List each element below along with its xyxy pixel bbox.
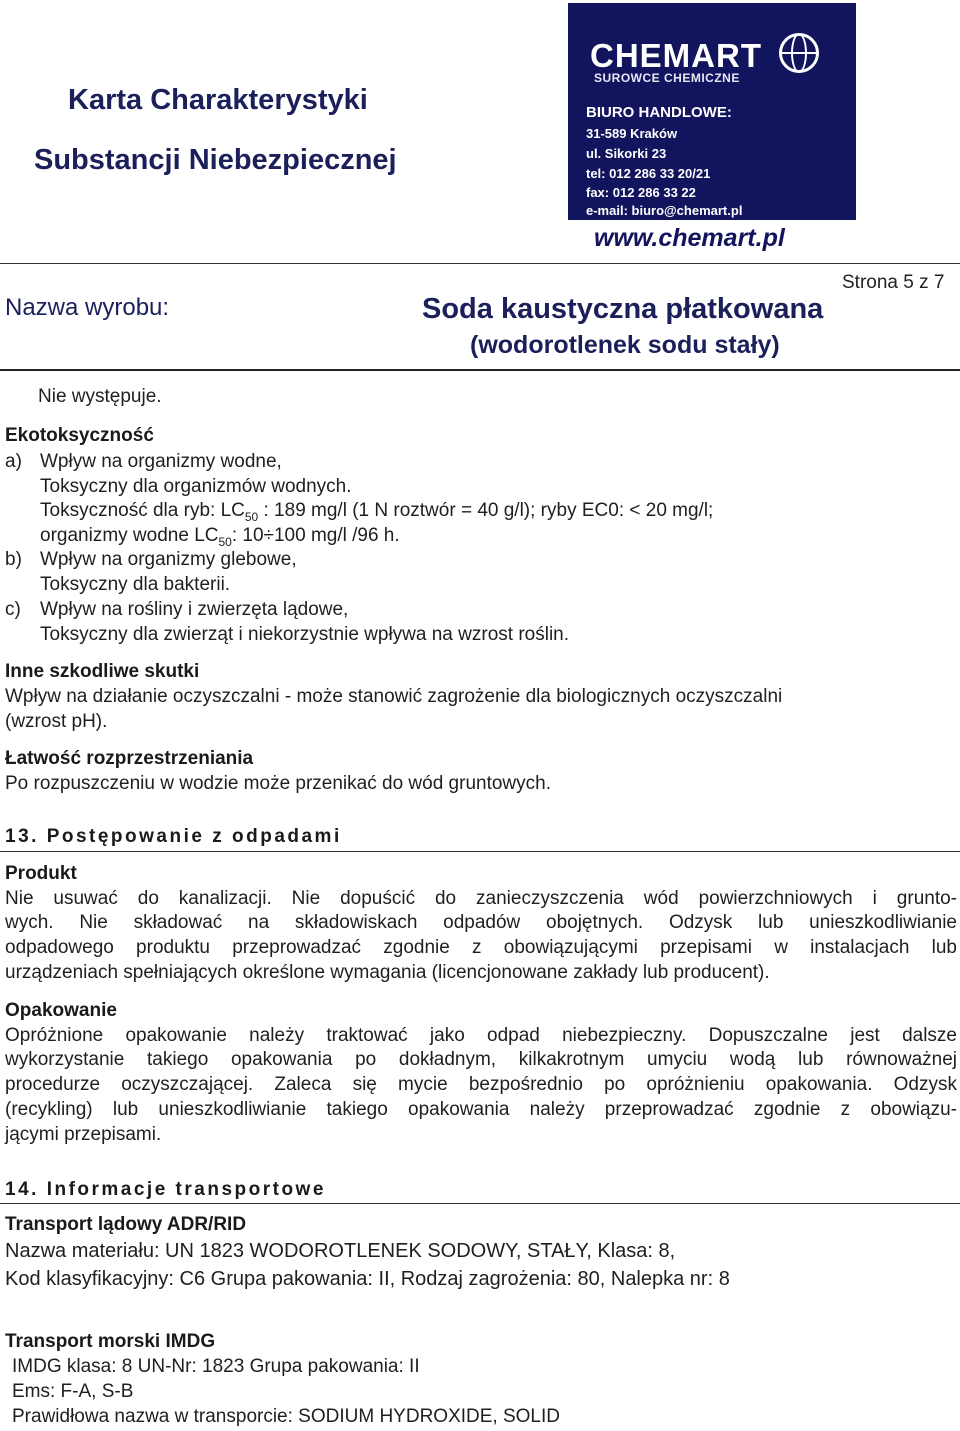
logo-web-bar xyxy=(568,218,856,258)
header-rule-bottom xyxy=(0,369,960,371)
ecotox-c-line1: Toksyczny dla zwierząt i niekorzystnie wpływa na wzrost roślin. xyxy=(40,624,570,645)
product-name: Soda kaustyczna płatkowana xyxy=(422,293,824,325)
product-label: Nazwa wyrobu: xyxy=(5,294,170,321)
not-occurs-text: Nie występuje. xyxy=(38,386,162,407)
logo-city: 31-589 Kraków xyxy=(586,126,678,141)
logo-email: e-mail: biuro@chemart.pl xyxy=(586,203,743,218)
packaging-line1: Opróżnione opakowanie należy traktować jako odpad niebezpieczny. Dopuszczalne jest dalsze xyxy=(5,1025,957,1046)
sea-transport-heading: Transport morski IMDG xyxy=(5,1331,216,1352)
product-heading: Produkt xyxy=(5,863,77,884)
logo-fax: fax: 012 286 33 22 xyxy=(586,185,696,200)
doc-title-line2: Substancji Niebezpiecznej xyxy=(34,144,397,176)
page-number: Strona 5 z 7 xyxy=(842,272,945,293)
logo-tel: tel: 012 286 33 20/21 xyxy=(586,166,711,181)
product-subname: (wodorotlenek sodu stały) xyxy=(470,331,780,359)
land-transport-line1: Nazwa materiału: UN 1823 WODOROTLENEK SODOWY, STAŁY, Klasa: 8, xyxy=(5,1240,676,1262)
packaging-line5: jącymi przepisami. xyxy=(5,1124,162,1145)
other-effects-line1: Wpływ na działanie oczyszczalni - może stanowić zagrożenie dla biologicznych oczyszczalni xyxy=(5,686,783,707)
logo-brand-sub: SUROWCE CHEMICZNE xyxy=(594,71,740,85)
sea-transport-line2: Ems: F-A, S-B xyxy=(12,1381,134,1402)
logo-street: ul. Sikorki 23 xyxy=(586,146,667,161)
product-line1: Nie usuwać do kanalizacji. Nie dopuścić do zanieczyszczenia wód powierzchniowych i grunto- xyxy=(5,888,957,909)
ecotox-a-label: a) xyxy=(5,451,22,472)
packaging-heading: Opakowanie xyxy=(5,1000,117,1021)
section-13-rule xyxy=(0,851,960,852)
ecotox-b-line1: Toksyczny dla bakterii. xyxy=(40,574,231,595)
header-rule-top xyxy=(0,263,960,264)
chemart-logo xyxy=(568,3,856,258)
land-transport-heading: Transport lądowy ADR/RID xyxy=(5,1214,247,1235)
ecotox-a-line2: Toksyczność dla ryb: $LC_{50}$ : 189 mg/l (1 N roztwór = 40 g/l); ryby EC0: < 20 mg/l; xyxy=(40,500,714,524)
product-line2: wych. Nie składować na składowiskach odpadów obojętnych. Odzysk lub unieszkodliwianie xyxy=(5,912,957,933)
section-14-heading: 14. Informacje transportowe xyxy=(5,1179,326,1200)
logo-web: www.chemart.pl xyxy=(594,224,785,252)
doc-title-line1: Karta Charakterystyki xyxy=(68,84,368,116)
logo-office: BIURO HANDLOWE: xyxy=(586,104,732,121)
ecotox-a-line1: Toksyczny dla organizmów wodnych. xyxy=(40,476,352,497)
land-transport-line2: Kod klasyfikacyjny: C6 Grupa pakowania: II, Rodzaj zagrożenia: 80, Nalepka nr: 8 xyxy=(5,1268,730,1290)
ecotox-c-title: Wpływ na rośliny i zwierzęta lądowe, xyxy=(40,599,349,620)
ecotox-heading: Ekotoksyczność xyxy=(5,425,154,446)
product-line4: urządzeniach spełniających określone wymagania (licencjonowane zakłady lub producent). xyxy=(5,962,770,983)
ecotox-b-label: b) xyxy=(5,549,22,570)
ecotox-a-line3: organizmy wodne $LC_{50}$: 10÷100 mg/l /96 h. xyxy=(40,525,400,549)
sea-transport-line3: Prawidłowa nazwa w transporcie: SODIUM HYDROXIDE, SOLID xyxy=(12,1406,560,1427)
section-14-rule xyxy=(0,1203,960,1204)
sea-transport-line1: IMDG klasa: 8 UN-Nr: 1823 Grupa pakowania: II xyxy=(12,1356,420,1377)
packaging-line4: (recykling) lub unieszkodliwianie takiego opakowania należy przeprowadzać zgodnie z obowiązu- xyxy=(5,1099,957,1120)
spread-line1: Po rozpuszczeniu w wodzie może przenikać do wód gruntowych. xyxy=(5,773,551,794)
logo-brand: CHEMART xyxy=(590,37,762,74)
packaging-line3: procedurze oczyszczającej. Zaleca się mycie bezpośrednio po opróżnieniu opakowania. Odzysk xyxy=(5,1074,957,1095)
other-effects-line2: (wzrost pH). xyxy=(5,711,108,732)
ecotox-b-title: Wpływ na organizmy glebowe, xyxy=(40,549,297,570)
globe-icon xyxy=(779,33,819,73)
packaging-line2: wykorzystanie takiego opakowania po dokładnym, kilkakrotnym umyciu wodą lub równoważnej xyxy=(5,1049,957,1070)
ecotox-a-title: Wpływ na organizmy wodne, xyxy=(40,451,282,472)
other-effects-heading: Inne szkodliwe skutki xyxy=(5,661,200,682)
section-13-heading: 13. Postępowanie z odpadami xyxy=(5,826,342,847)
product-line3: odpadowego produktu przeprowadzać zgodnie z obowiązującymi przepisami w instalacjach lub xyxy=(5,937,957,958)
spread-heading: Łatwość rozprzestrzeniania xyxy=(5,748,254,769)
ecotox-c-label: c) xyxy=(5,599,21,620)
